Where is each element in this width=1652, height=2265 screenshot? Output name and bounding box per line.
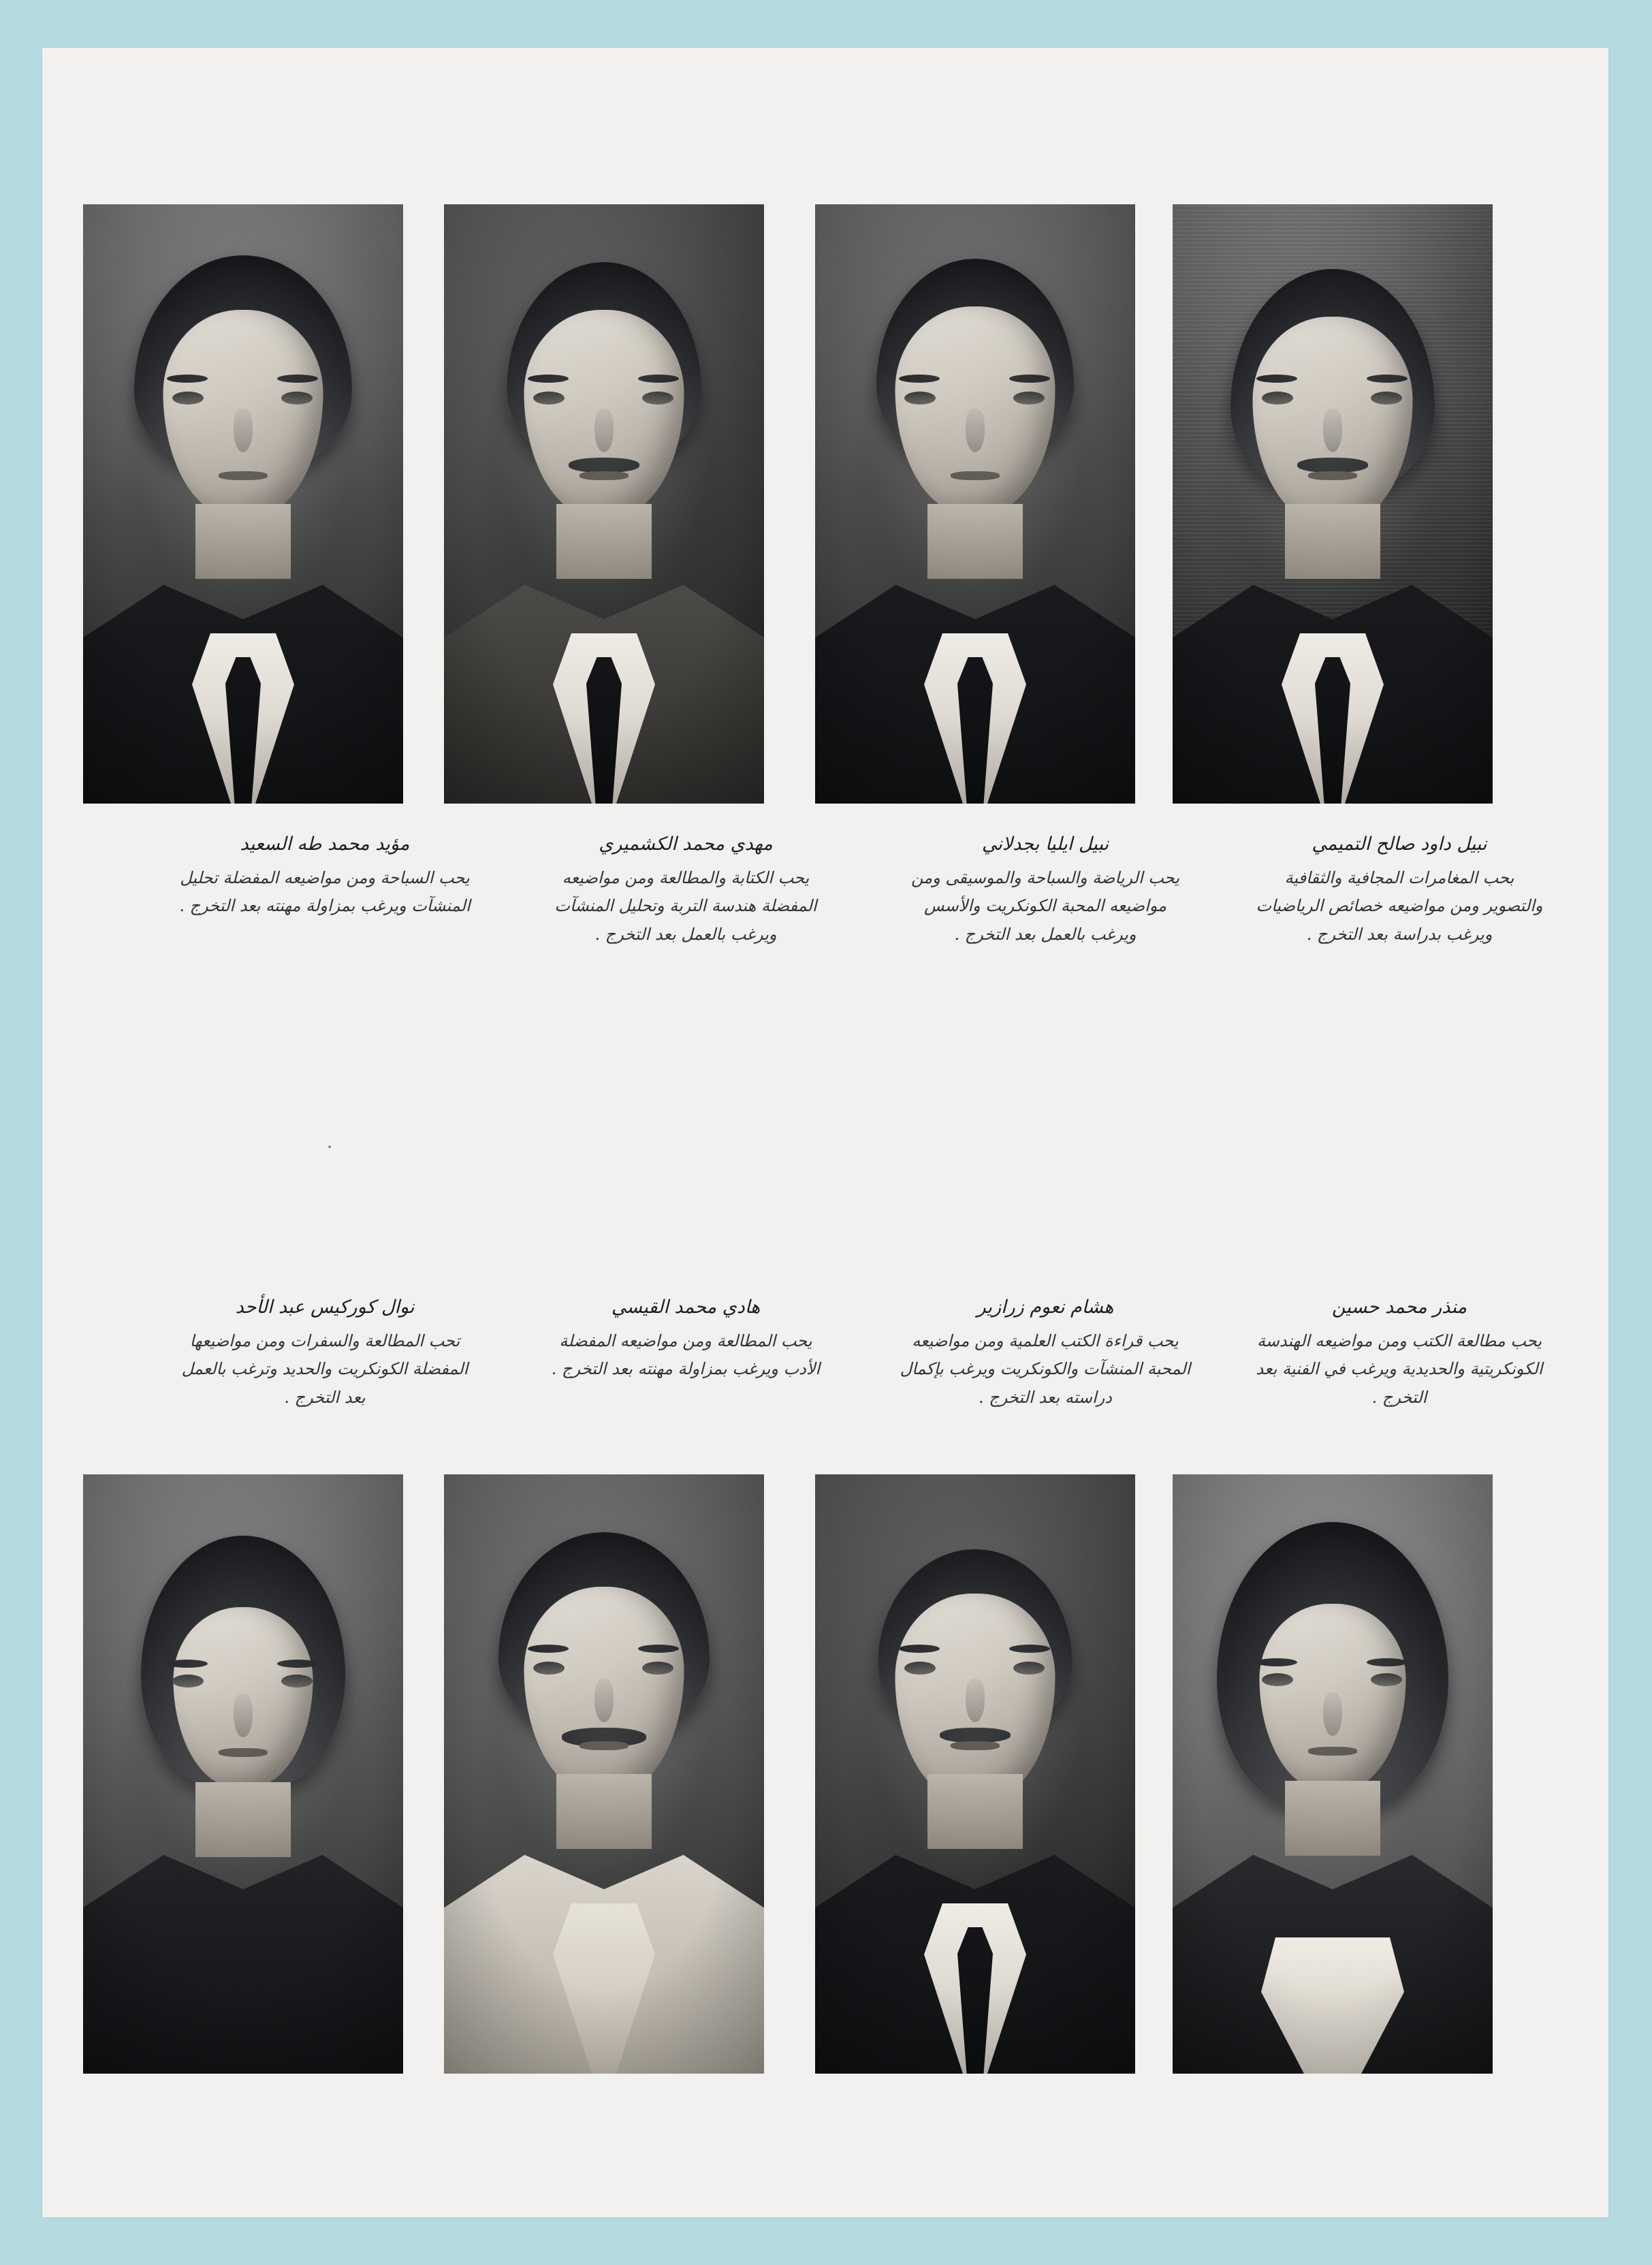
page-sheet xyxy=(42,48,1608,2217)
portrait-photo-2 xyxy=(815,204,1135,804)
student-description: يحب قراءة الكتب العلمية ومن مواضيعه المحبة المنشآت والكونكريت ويرغب بإكمال دراسته بعد التخرج . xyxy=(900,1331,1191,1407)
student-description: يحب المطالعة ومن مواضيعه المفضلة الأدب ويرغب بمزاولة مهنته بعد التخرج . xyxy=(551,1331,821,1379)
portrait-photo-7 xyxy=(444,1474,764,2074)
student-description: تحب المطالعة والسفرات ومن مواضيعها المفضلة الكونكريت والحديد وترغب بالعمل بعد التخرج . xyxy=(181,1331,468,1407)
student-name: مؤيد محمد طه السعيد xyxy=(240,834,410,855)
student-name: هشام نعوم زرازير xyxy=(976,1297,1114,1318)
student-name: هادي محمد القيسي xyxy=(611,1297,761,1318)
caption-block-5 xyxy=(1253,1294,1546,1412)
caption-block-6 xyxy=(899,1294,1192,1412)
student-description: يحب الكتابة والمطالعة ومن مواضيعه المفضلة هندسة التربة وتحليل المنشآت ويرغب بالعمل بعد التخرج . xyxy=(554,868,817,944)
student-description: بحب المغامرات المجافية والثقافية والتصوير ومن مواضيعه خصائص الرياضيات ويرغب بدراسة بعد التخرج . xyxy=(1256,868,1543,944)
portrait-photo-5 xyxy=(1173,1474,1493,2074)
portrait-photo-8 xyxy=(83,1474,403,2074)
student-name: مهدي محمد الكشميري xyxy=(599,834,773,855)
student-name: نوال كوركيس عبد الأحد xyxy=(235,1297,415,1318)
student-description: يحب مطالعة الكتب ومن مواضيعه الهندسة الكونكريتية والحديدية ويرغب في الفنية بعد التخرج . xyxy=(1256,1331,1543,1407)
student-name: نبيل ايليا بجدلاني xyxy=(981,834,1109,855)
photo-row-bottom xyxy=(42,1474,1608,2074)
caption-block-2 xyxy=(899,831,1192,949)
portrait-photo-4 xyxy=(83,204,403,804)
caption-block-1 xyxy=(1253,831,1546,949)
student-description: يحب السباحة ومن مواضيعه المفضلة تحليل المنشآت ويرغب بمزاولة مهنته بعد التخرج . xyxy=(179,868,471,916)
portrait-photo-1 xyxy=(1173,204,1493,804)
portrait-photo-6 xyxy=(815,1474,1135,2074)
page-speck xyxy=(328,1145,331,1148)
photo-row-top xyxy=(42,204,1608,804)
portrait-photo-3 xyxy=(444,204,764,804)
caption-block-7 xyxy=(539,1294,832,1384)
student-name: منذر محمد حسين xyxy=(1331,1297,1467,1318)
caption-block-3 xyxy=(539,831,832,949)
student-description: يحب الرياضة والسباحة والموسيقى ومن مواضيعه المحبة الكونكريت والأسس ويرغب بالعمل بعد التخرج . xyxy=(910,868,1179,944)
caption-block-4 xyxy=(178,831,471,921)
student-name: نبيل داود صالح التميمي xyxy=(1312,834,1487,855)
caption-block-8 xyxy=(178,1294,471,1412)
